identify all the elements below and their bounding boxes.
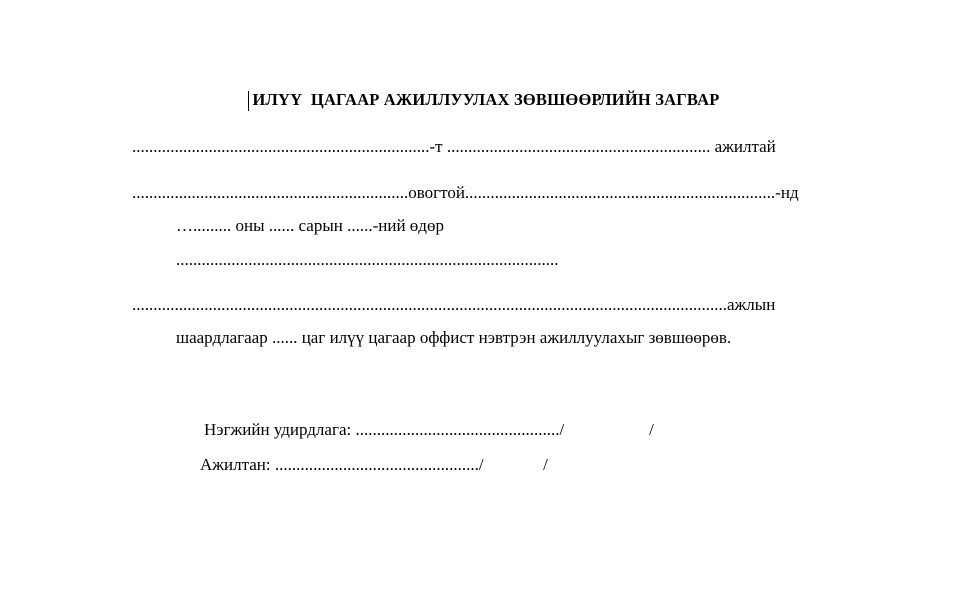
line-requirement: шаардлагаар ...... цаг илүү цагаар оффист нэвтрэн ажиллуулахыг зөвшөөрөв. xyxy=(176,328,732,347)
line-blank: .......................................................................................... xyxy=(176,250,559,269)
signature-unit-manager: Нэгжийн удирдлага: ................................................/ / xyxy=(204,420,654,439)
line-employee-intro: ......................................................................-т .............................................................. ажилтай xyxy=(132,137,776,156)
line-work: ............................................................................................................................................ажлын xyxy=(132,295,776,314)
line-date: …......... оны ...... сарын ......-ний өдөр xyxy=(176,216,444,235)
line-surname: .................................................................овогтой.........................................................................-нд xyxy=(132,183,799,202)
document-title: ИЛҮҮ ЦАГААР АЖИЛЛУУЛАХ ЗӨВШӨӨРЛИЙН ЗАГВАР xyxy=(252,90,720,109)
signature-employee: Ажилтан: ................................................/ / xyxy=(200,455,548,474)
